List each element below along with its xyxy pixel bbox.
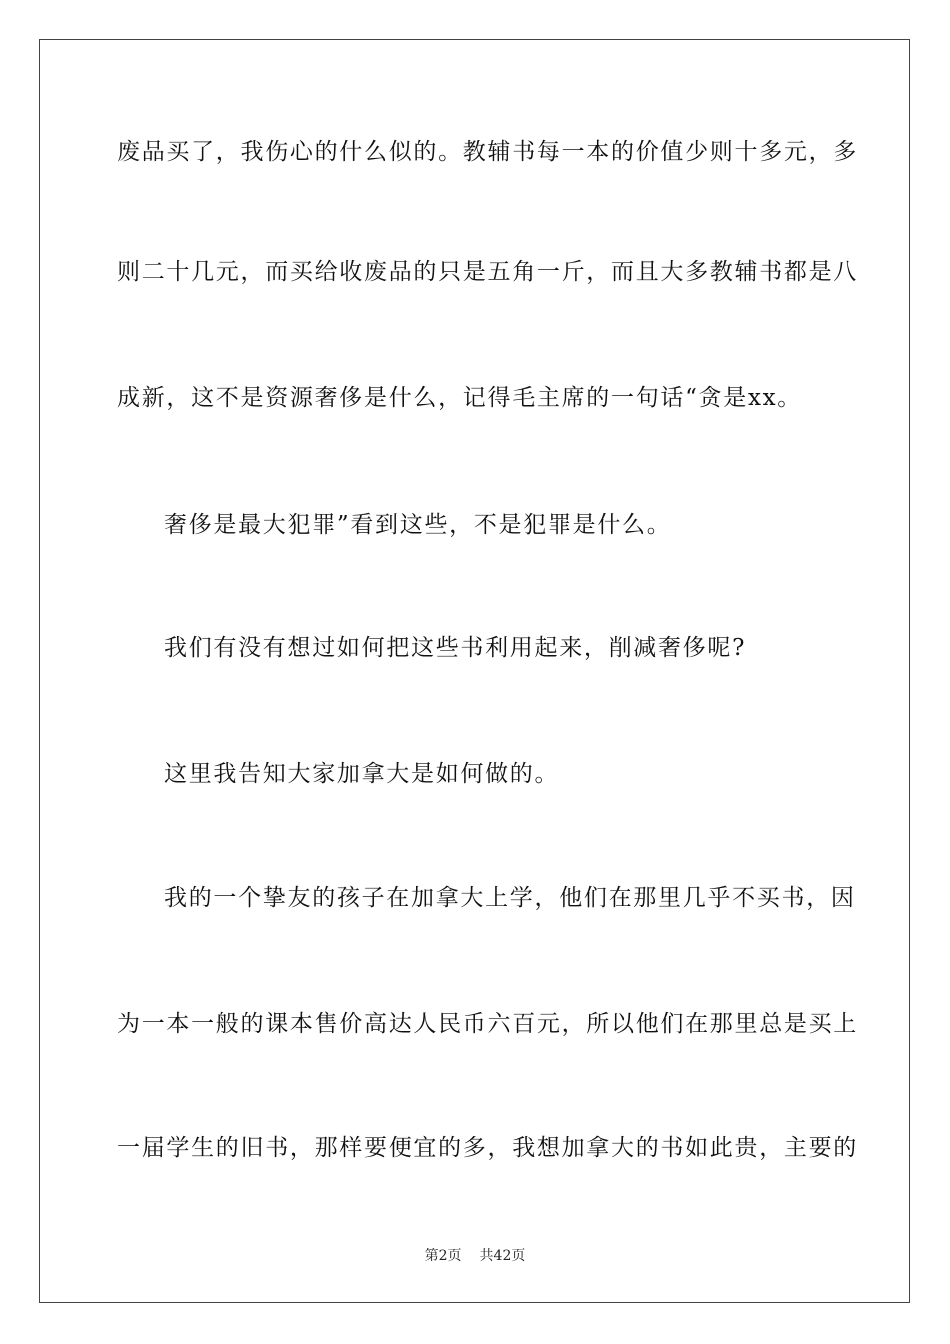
paragraph-line: 我的一个挚友的孩子在加拿大上学，他们在那里几乎不买书，因	[164, 885, 856, 911]
page-number: 第2页	[424, 1248, 462, 1264]
paragraph-line: 废品买了，我伤心的什么似的。教辅书每一本的价值少则十多元，多	[117, 139, 858, 165]
paragraph-line: 成新，这不是资源奢侈是什么，记得毛主席的一句话“贪是xx。	[117, 385, 803, 411]
paragraph-line: 奢侈是最大犯罪”看到这些，不是犯罪是什么。	[164, 512, 672, 538]
paragraph-line: 则二十几元，而买给收废品的只是五角一斤，而且大多教辅书都是八	[117, 259, 858, 285]
paragraph-line: 一届学生的旧书，那样要便宜的多，我想加拿大的书如此贵，主要的	[117, 1135, 858, 1161]
paragraph-line: 为一本一般的课本售价高达人民币六百元，所以他们在那里总是买上	[117, 1011, 858, 1037]
paragraph-line: 我们有没有想过如何把这些书利用起来，削减奢侈呢?	[164, 635, 747, 661]
page-border	[39, 39, 910, 1303]
page-total: 共42页	[479, 1248, 526, 1264]
page-footer	[0, 1247, 950, 1265]
paragraph-line: 这里我告知大家加拿大是如何做的。	[164, 761, 560, 787]
